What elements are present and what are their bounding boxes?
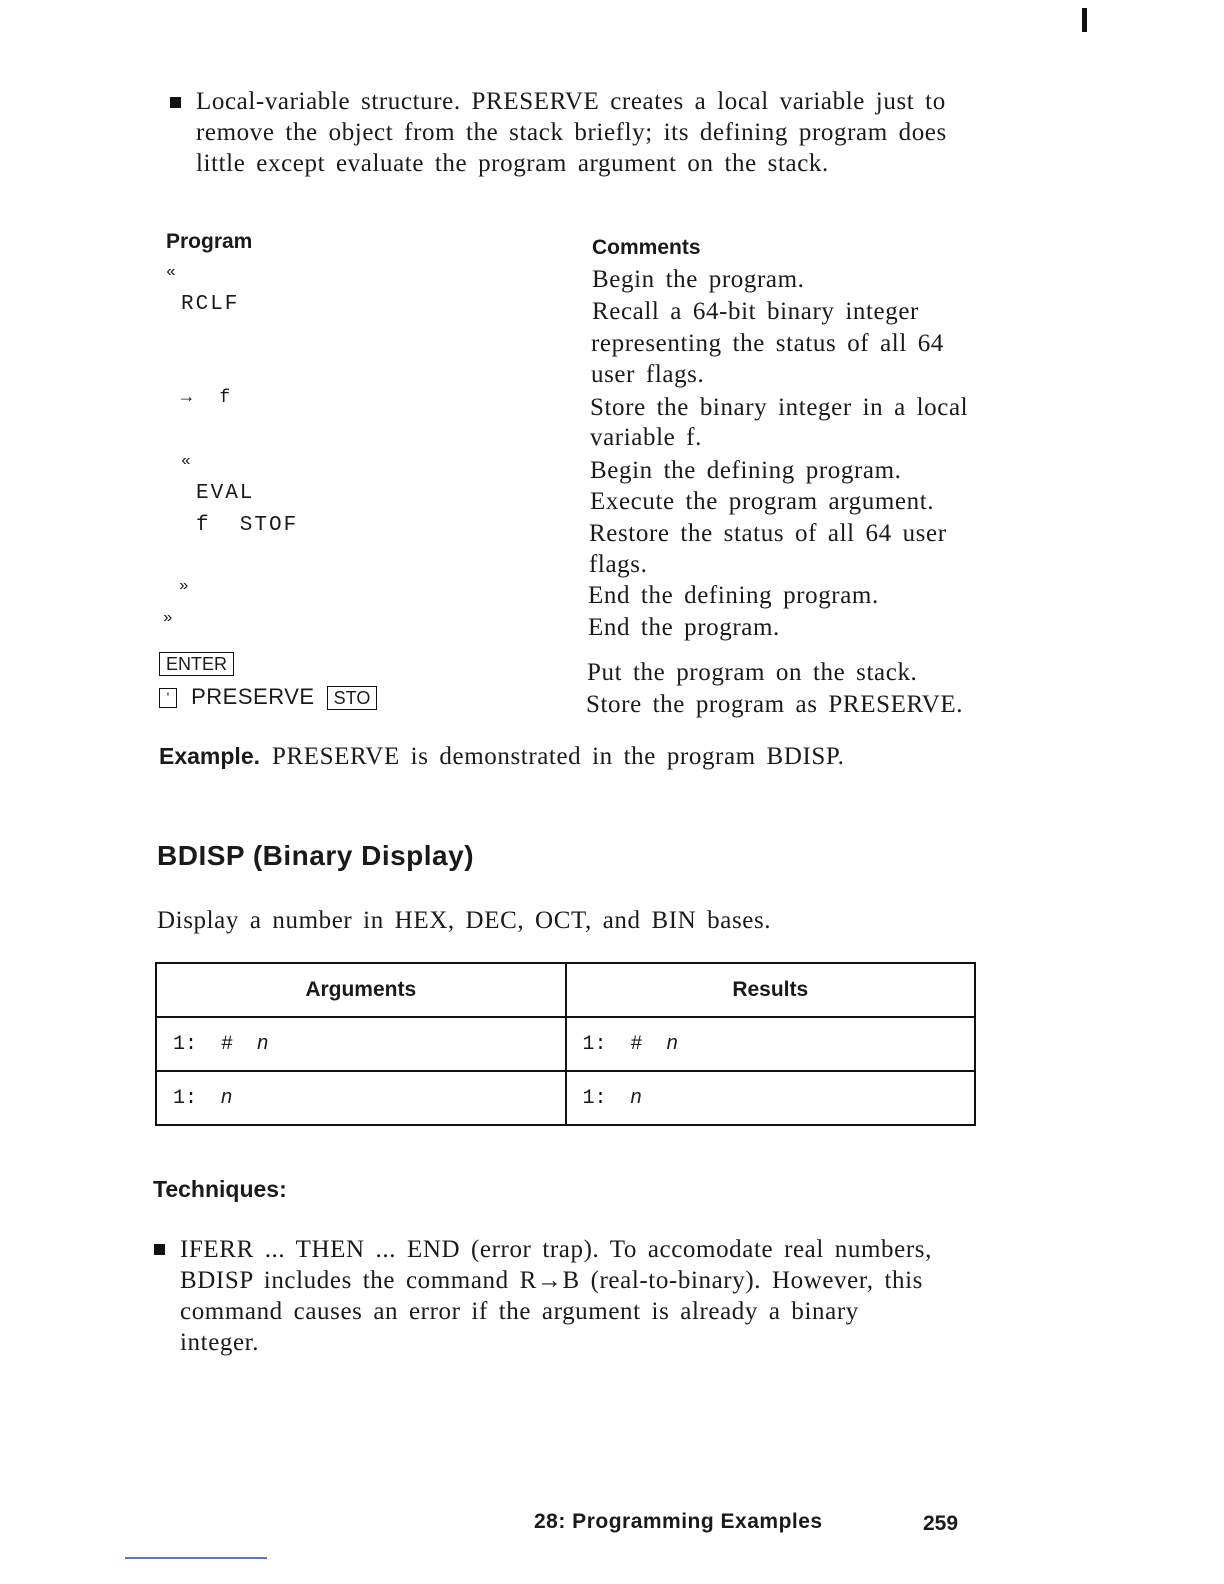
comment-line: Recall a 64-bit binary integer [592, 298, 919, 325]
program-header: Program [166, 230, 253, 253]
table-header-row [156, 963, 975, 1017]
variable-n: n [221, 1086, 233, 1108]
bottom-rule [125, 1557, 267, 1559]
preserve-name: PRESERVE [191, 684, 315, 709]
argument-cell [156, 1017, 566, 1071]
intro-line: little except evaluate the program argument on the stack. [196, 150, 829, 177]
comment-line: End the defining program. [588, 582, 879, 609]
comment-line: End the program. [588, 614, 780, 641]
techniques-paragraph [180, 1234, 1000, 1358]
example-text: PRESERVE is demonstrated in the program BDISP. [272, 743, 845, 770]
arguments-header: Arguments [156, 963, 566, 1017]
stack-level: 1: [173, 1087, 198, 1110]
footer-page-number: 259 [923, 1512, 959, 1535]
args-results-table [155, 962, 976, 1126]
comment-line: flags. [589, 551, 648, 578]
stack-level: 1: [173, 1033, 198, 1056]
table-row [156, 1017, 975, 1071]
results-header: Results [566, 963, 976, 1017]
techniques-line: integer. [180, 1329, 260, 1356]
comments-header: Comments [592, 236, 701, 259]
intro-paragraph [196, 86, 996, 179]
section-title: BDISP (Binary Display) [157, 840, 475, 871]
result-cell [566, 1017, 976, 1071]
footer-chapter: 28: Programming Examples [534, 1510, 823, 1533]
table-row [156, 1071, 975, 1125]
program-line-close-inner: » [179, 577, 191, 595]
variable-n: n [257, 1032, 269, 1054]
intro-line: Local-variable structure. PRESERVE creates a local variable just to [196, 88, 946, 115]
store-comment: Store the program as PRESERVE. [586, 691, 964, 718]
quote-key: ' [159, 688, 177, 708]
variable-n: n [630, 1086, 642, 1108]
example-label: Example. [159, 743, 260, 769]
techniques-heading: Techniques: [153, 1176, 287, 1202]
program-line-stof: f STOF [196, 514, 299, 537]
program-line-open-inner: « [181, 452, 193, 470]
comment-line: Begin the defining program. [590, 457, 902, 484]
comment-line: Begin the program. [592, 266, 805, 293]
program-line-rclf: RCLF [181, 293, 240, 316]
techniques-line: IFERR ... THEN ... END (error trap). To accomodate real numbers, [180, 1236, 932, 1263]
section-description: Display a number in HEX, DEC, OCT, and BIN bases. [157, 907, 772, 934]
bullet-icon [154, 1244, 165, 1255]
store-key-row [159, 684, 377, 710]
example-line [159, 741, 845, 772]
enter-comment: Put the program on the stack. [587, 659, 918, 686]
intro-line: remove the object from the stack briefly; its defining program does [196, 119, 947, 146]
stack-level: 1: [582, 1087, 607, 1110]
margin-mark [1082, 8, 1087, 32]
result-cell [566, 1071, 976, 1125]
comment-line: representing the status of all 64 [591, 330, 944, 357]
argument-cell [156, 1071, 566, 1125]
bullet-icon [170, 97, 181, 108]
variable-n: n [666, 1032, 678, 1054]
techniques-line: BDISP includes the command R→B (real-to-binary). However, this [180, 1267, 923, 1294]
comment-line: variable f. [590, 424, 702, 451]
sto-key: STO [327, 686, 378, 710]
comment-line: user flags. [591, 361, 705, 388]
binary-hash: # [221, 1033, 234, 1056]
program-line-eval: EVAL [196, 482, 255, 505]
enter-key-row [159, 652, 234, 676]
comment-line: Store the binary integer in a local [590, 394, 969, 421]
program-line-local-var: → f [181, 388, 233, 408]
stack-level: 1: [582, 1033, 607, 1056]
binary-hash: # [630, 1033, 643, 1056]
program-line-close: » [163, 609, 175, 627]
comment-line: Restore the status of all 64 user [589, 520, 947, 547]
program-line-open: « [166, 263, 178, 281]
comment-line: Execute the program argument. [590, 488, 935, 515]
enter-key: ENTER [159, 652, 234, 676]
techniques-line: command causes an error if the argument is already a binary [180, 1298, 859, 1325]
